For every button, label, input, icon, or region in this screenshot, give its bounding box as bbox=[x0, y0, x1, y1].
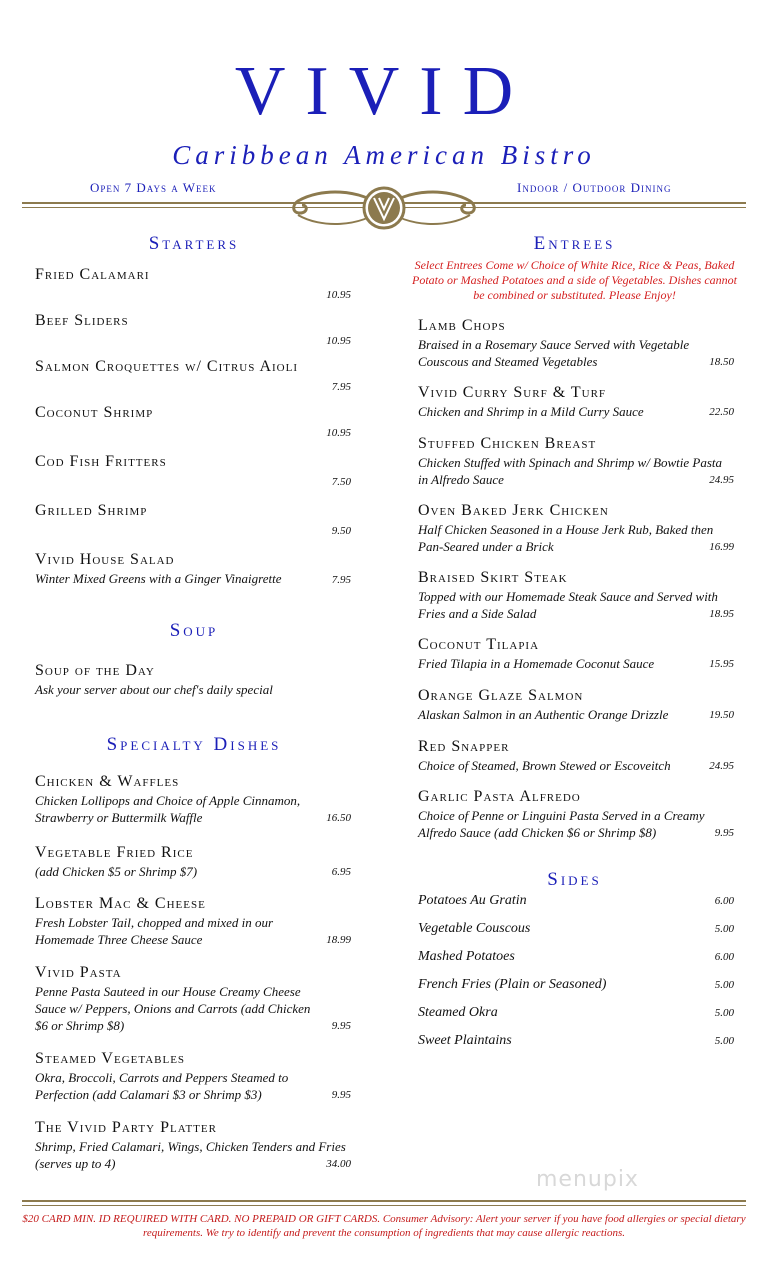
item-name: Vegetable Fried Rice bbox=[35, 844, 194, 861]
side-name: Mashed Potatoes bbox=[418, 949, 515, 964]
menu-item bbox=[418, 737, 734, 774]
item-price: 9.50 bbox=[331, 525, 351, 537]
restaurant-subtitle: Caribbean American Bistro bbox=[172, 140, 596, 170]
side-price: 5.00 bbox=[714, 1007, 734, 1019]
item-name: Vivid Curry Surf & Turf bbox=[418, 384, 607, 401]
item-description: Alaskan Salmon in an Authentic Orange Drizzle bbox=[418, 707, 669, 722]
menu-item bbox=[35, 963, 351, 1034]
item-name: Vivid House Salad bbox=[35, 551, 175, 568]
entrees-heading: Entrees bbox=[533, 233, 616, 254]
sides-heading: Sides bbox=[547, 869, 602, 890]
item-price: 24.95 bbox=[709, 474, 734, 486]
footer-advisory: $20 CARD MIN. ID REQUIRED WITH CARD. NO PREPAID OR GIFT CARDS. Consumer Advisory: Alert your server if you have food allergies or special dietary requirements. We try to identify and prevent the consumption of ingredients that may cause allergic reactions. bbox=[22, 1213, 746, 1239]
item-name: Vivid Pasta bbox=[35, 964, 122, 981]
menu-item bbox=[35, 1118, 351, 1172]
vivid-emblem-icon bbox=[290, 183, 478, 233]
item-description: Winter Mixed Greens with a Ginger Vinaigrette bbox=[35, 571, 282, 586]
item-description: Choice of Steamed, Brown Stewed or Escoveitch bbox=[418, 758, 671, 773]
footer-rule-top bbox=[22, 1200, 746, 1202]
side-price: 5.00 bbox=[714, 1035, 734, 1047]
item-name: Garlic Pasta Alfredo bbox=[418, 788, 581, 805]
item-name: Stuffed Chicken Breast bbox=[418, 435, 597, 452]
item-description: Fresh Lobster Tail, chopped and mixed in our Homemade Three Cheese Sauce bbox=[35, 915, 274, 947]
menu-item bbox=[35, 403, 351, 443]
item-description: Chicken and Shrimp in a Mild Curry Sauce bbox=[418, 404, 644, 419]
menu-item bbox=[418, 635, 734, 672]
item-name: Steamed Vegetables bbox=[35, 1050, 186, 1067]
item-name: Coconut Shrimp bbox=[35, 404, 154, 421]
item-description: Choice of Penne or Linguini Pasta Served in a Creamy Alfredo Sauce (add Chicken $6 or Shrimp $8) bbox=[418, 808, 705, 840]
item-price: 7.95 bbox=[331, 381, 351, 393]
item-price: 24.95 bbox=[709, 760, 734, 772]
open-days-tag: Open 7 Days a Week bbox=[90, 180, 217, 195]
menu-item bbox=[418, 383, 734, 420]
item-description: Half Chicken Seasoned in a House Jerk Rub, Baked then Pan-Seared under a Brick bbox=[418, 522, 714, 554]
item-description: Okra, Broccoli, Carrots and Peppers Steamed to Perfection (add Calamari $3 or Shrimp $3) bbox=[35, 1070, 289, 1102]
item-description: Penne Pasta Sauteed in our House Creamy Cheese Sauce w/ Peppers, Onions and Carrots (add Chicken $6 or Shrimp $8) bbox=[35, 984, 311, 1033]
side-price: 5.00 bbox=[714, 979, 734, 991]
item-price: 10.95 bbox=[326, 427, 351, 439]
item-price: 10.95 bbox=[326, 289, 351, 301]
menu-item bbox=[35, 452, 351, 492]
item-price: 9.95 bbox=[331, 1089, 351, 1101]
side-name: Sweet Plaintains bbox=[418, 1033, 512, 1048]
item-description: (add Chicken $5 or Shrimp $7) bbox=[35, 864, 198, 879]
item-name: Red Snapper bbox=[418, 738, 510, 755]
item-name: Fried Calamari bbox=[35, 266, 150, 283]
item-name: Soup of the Day bbox=[35, 662, 155, 679]
menu-item bbox=[35, 357, 351, 397]
item-name: Braised Skirt Steak bbox=[418, 569, 568, 586]
item-name: The Vivid Party Platter bbox=[35, 1119, 217, 1136]
item-price: 18.95 bbox=[709, 608, 734, 620]
starters-heading: Starters bbox=[148, 233, 240, 254]
item-name: Grilled Shrimp bbox=[35, 502, 148, 519]
item-price: 7.50 bbox=[331, 476, 351, 488]
side-name: Vegetable Couscous bbox=[418, 921, 531, 936]
menu-item bbox=[418, 686, 734, 723]
specialty-heading: Specialty Dishes bbox=[106, 734, 282, 755]
item-description: Fried Tilapia in a Homemade Coconut Sauce bbox=[418, 656, 655, 671]
item-name: Orange Glaze Salmon bbox=[418, 687, 584, 704]
side-item bbox=[418, 1033, 734, 1049]
soup-heading: Soup bbox=[169, 620, 219, 641]
item-price: 22.50 bbox=[709, 406, 734, 418]
menu-item bbox=[35, 894, 351, 948]
menu-item bbox=[35, 1049, 351, 1103]
side-item bbox=[418, 1005, 734, 1021]
item-name: Coconut Tilapia bbox=[418, 636, 540, 653]
menu-item bbox=[35, 501, 351, 541]
item-price: 7.95 bbox=[331, 574, 351, 586]
menu-item bbox=[35, 661, 351, 701]
footer-rule-bottom bbox=[22, 1205, 746, 1206]
side-item bbox=[418, 977, 734, 993]
menu-item bbox=[418, 316, 734, 370]
item-description: Topped with our Homemade Steak Sauce and Served with Fries and a Side Salad bbox=[418, 589, 718, 621]
item-description: Braised in a Rosemary Sauce Served with Vegetable Couscous and Steamed Vegetables bbox=[418, 337, 690, 369]
menu-item bbox=[418, 434, 734, 488]
side-price: 6.00 bbox=[714, 895, 734, 907]
item-description: Ask your server about our chef's daily special bbox=[35, 682, 273, 697]
side-item bbox=[418, 893, 734, 909]
side-price: 6.00 bbox=[714, 951, 734, 963]
item-name: Cod Fish Fritters bbox=[35, 453, 167, 470]
item-price: 16.99 bbox=[709, 541, 734, 553]
side-item bbox=[418, 949, 734, 965]
item-description: Chicken Lollipops and Choice of Apple Cinnamon, Strawberry or Buttermilk Waffle bbox=[35, 793, 301, 825]
menu-item bbox=[35, 550, 351, 590]
menu-item bbox=[35, 843, 351, 880]
item-price: 19.50 bbox=[709, 709, 734, 721]
item-price: 9.95 bbox=[714, 827, 734, 839]
side-item bbox=[418, 921, 734, 937]
item-price: 34.00 bbox=[326, 1158, 351, 1170]
side-price: 5.00 bbox=[714, 923, 734, 935]
item-name: Oven Baked Jerk Chicken bbox=[418, 502, 609, 519]
restaurant-title: VIVID bbox=[234, 53, 534, 130]
menu-item bbox=[35, 772, 351, 826]
item-price: 10.95 bbox=[326, 335, 351, 347]
side-name: Steamed Okra bbox=[418, 1005, 498, 1020]
item-price: 6.95 bbox=[331, 866, 351, 878]
item-name: Salmon Croquettes w/ Citrus Aioli bbox=[35, 358, 299, 375]
menu-item bbox=[35, 311, 351, 351]
menu-item bbox=[418, 787, 734, 841]
item-name: Lamb Chops bbox=[418, 317, 506, 334]
side-name: French Fries (Plain or Seasoned) bbox=[418, 977, 607, 992]
item-price: 15.95 bbox=[709, 658, 734, 670]
menu-item bbox=[418, 568, 734, 622]
side-name: Potatoes Au Gratin bbox=[418, 893, 527, 908]
entrees-note: Select Entrees Come w/ Choice of White Rice, Rice & Peas, Baked Potato or Mashed Potatoes and a side of Vegetables. Dishes cannot be combined or substituted. Please Enjoy! bbox=[412, 258, 737, 302]
item-price: 18.99 bbox=[326, 934, 351, 946]
menu-item bbox=[35, 265, 351, 305]
item-description: Chicken Stuffed with Spinach and Shrimp w/ Bowtie Pasta in Alfredo Sauce bbox=[418, 455, 723, 487]
item-price: 16.50 bbox=[326, 812, 351, 824]
item-name: Beef Sliders bbox=[35, 312, 129, 329]
item-price: 9.95 bbox=[331, 1020, 351, 1032]
item-description: Shrimp, Fried Calamari, Wings, Chicken Tenders and Fries (serves up to 4) bbox=[35, 1139, 346, 1171]
menupix-watermark: menupix bbox=[536, 1167, 639, 1192]
dining-tag: Indoor / Outdoor Dining bbox=[517, 180, 672, 195]
menu-item bbox=[418, 501, 734, 555]
item-price: 18.50 bbox=[709, 356, 734, 368]
item-name: Chicken & Waffles bbox=[35, 773, 180, 790]
item-name: Lobster Mac & Cheese bbox=[35, 895, 206, 912]
